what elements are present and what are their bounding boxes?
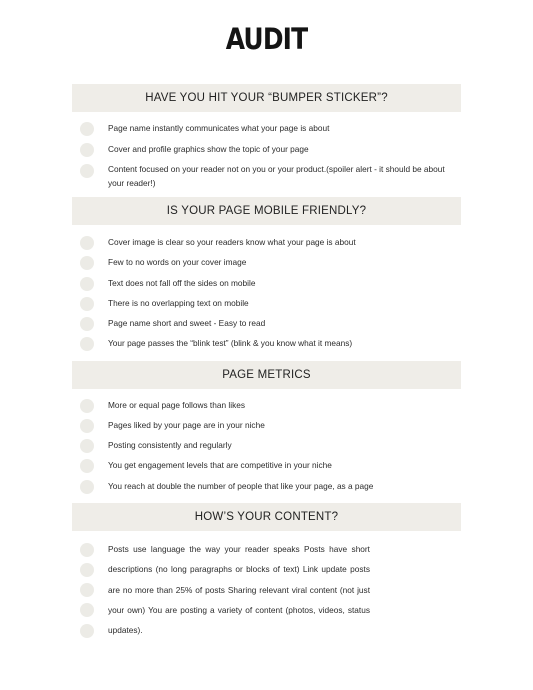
content-checklist-paragraph: Posts use language the way your reader speaks Posts have short descriptions (no long paragraphs or blocks of text) Link update posts are no more than 25% of posts Sharing relevant viral content (not just your own) You are posting a variety of content (photos, videos, status updates). [108,544,370,636]
section-heading-page-metrics: PAGE METRICS [72,361,461,389]
checkbox-circle[interactable] [80,122,94,136]
checkbox-circle[interactable] [80,256,94,270]
page-title: AUDIT [225,22,308,56]
checkbox-circle[interactable] [80,459,94,473]
checkbox-circle[interactable] [80,317,94,331]
checkbox-circle[interactable] [80,164,94,178]
checklist-item: More or equal page follows than likes [108,400,245,410]
checklist-item: Page name short and sweet - Easy to read [108,318,266,328]
checkbox-circle[interactable] [80,277,94,291]
checklist-item: Few to no words on your cover image [108,257,247,267]
checkbox-circle[interactable] [80,236,94,250]
checkbox-circle[interactable] [80,337,94,351]
checklist-item: You reach at double the number of people that like your page, as a page [108,481,374,491]
checklist-item: Text does not fall off the sides on mobile [108,278,256,288]
checkbox-circle[interactable] [80,439,94,453]
checklist-item: Your page passes the “blink test” (blink & you know what it means) [108,338,353,348]
checklist-item: Pages liked by your page are in your niche [108,420,265,430]
checkbox-circle[interactable] [80,399,94,413]
checklist-item: Cover and profile graphics show the topic of your page [108,144,309,154]
section-heading-bumper-sticker: HAVE YOU HIT YOUR “BUMPER STICKER”? [72,84,461,112]
checkbox-circle[interactable] [80,419,94,433]
checklist-item: Content focused on your reader not on you or your product.(spoiler alert - it should be about your reader!) [108,164,445,188]
checklist-item: Cover image is clear so your readers know what your page is about [108,237,356,247]
checkbox-circle[interactable] [80,480,94,494]
checkbox-circle[interactable] [80,563,94,577]
checkbox-circle[interactable] [80,143,94,157]
checklist-item: You get engagement levels that are competitive in your niche [108,460,332,470]
checkbox-circle[interactable] [80,297,94,311]
checklist-item: There is no overlapping text on mobile [108,298,249,308]
section-heading-mobile-friendly: IS YOUR PAGE MOBILE FRIENDLY? [72,197,461,225]
checkbox-circle[interactable] [80,603,94,617]
checkbox-circle[interactable] [80,624,94,638]
checkbox-circle[interactable] [80,583,94,597]
checklist-item: Posting consistently and regularly [108,440,232,450]
checkbox-circle[interactable] [80,543,94,557]
section-heading-content: HOW’S YOUR CONTENT? [72,503,461,531]
checklist-item: Page name instantly communicates what your page is about [108,123,330,133]
